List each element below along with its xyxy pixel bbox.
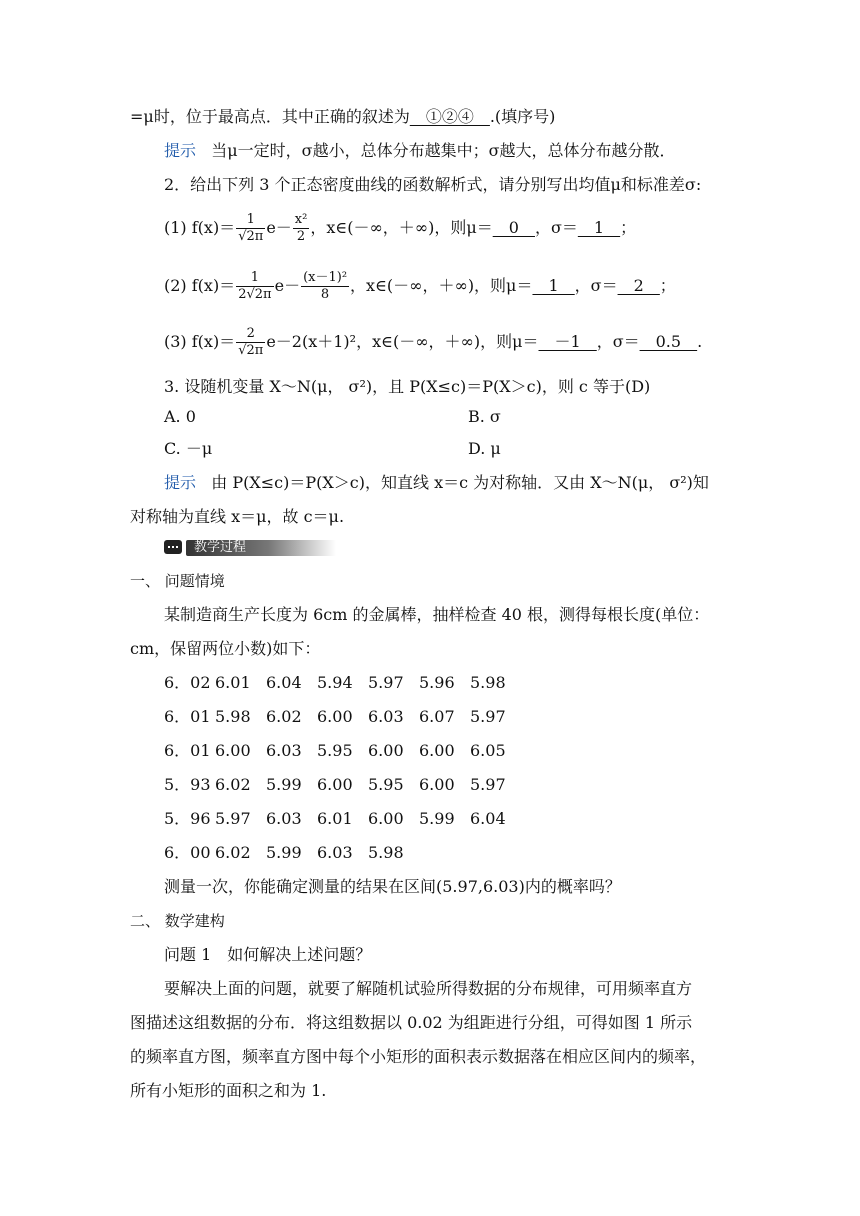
table-cell: 6.04 — [266, 673, 302, 692]
text: ； — [620, 218, 637, 237]
table-cell: 5.97 — [470, 707, 506, 726]
table-cell: 6.00 — [317, 707, 353, 726]
fraction — [301, 270, 349, 303]
table-cell: 6.03 — [317, 843, 353, 862]
section-heading-1: 一、 问题情境 — [130, 572, 225, 590]
text: ； — [659, 276, 676, 295]
text: e－2(x＋1)² — [266, 332, 357, 351]
fraction — [236, 212, 265, 245]
text: (3) f(x)＝ — [164, 332, 236, 351]
table-row — [164, 706, 521, 728]
numerator: 2 — [236, 326, 265, 343]
table-cell: 5．93 — [164, 775, 211, 794]
table-cell: 5.95 — [368, 775, 404, 794]
table-cell: 6．00 — [164, 843, 211, 862]
text: = — [130, 107, 144, 126]
text: ，σ＝ — [596, 332, 640, 351]
table-cell: 5.97 — [368, 673, 404, 692]
table-row — [164, 740, 521, 762]
hint-text: 当μ一定时，σ越小，总体分布越集中；σ越大，总体分布越分散． — [211, 141, 676, 160]
text: e－ — [266, 218, 292, 237]
formula-2 — [164, 270, 676, 303]
paragraph-2-line: 要解决上面的问题，就要了解随机试验所得数据的分布规律，可用频率直方 — [164, 979, 693, 998]
table-cell: 6.00 — [368, 741, 404, 760]
table-cell: 5.99 — [266, 843, 302, 862]
section-heading-2: 二、 数学建构 — [130, 912, 225, 930]
table-cell: 6.03 — [266, 809, 302, 828]
answer-blank: __1__ — [577, 218, 621, 237]
table-cell: 6.02 — [215, 843, 251, 862]
hint-text: 由 P(X≤c)＝P(X＞c)，知直线 x＝c 为对称轴．又由 X～N(μ， σ²)知 — [211, 473, 709, 492]
denominator: 2 — [296, 229, 306, 244]
hint-3-continued: 对称轴为直线 x＝μ，故 c＝μ. — [130, 507, 345, 526]
fraction — [236, 326, 265, 359]
table-cell: 6.03 — [266, 741, 302, 760]
banner-label: 教学过程 — [194, 540, 247, 555]
table-cell: 6.00 — [419, 741, 455, 760]
table-cell: 5.98 — [368, 843, 404, 862]
fraction — [236, 270, 273, 303]
hint-1 — [164, 140, 676, 162]
text: 时，位于最高点．其中正确的叙述为 — [153, 107, 410, 126]
question-3: 3. 设随机变量 X～N(μ， σ²)，且 P(X≤c)＝P(X＞c)，则 c 等于(D) — [164, 377, 651, 396]
text: ，x∈(－∞，＋∞)，则μ＝ — [350, 276, 533, 295]
answer-blank: __①②④__ — [409, 107, 490, 126]
text: (2) f(x)＝ — [164, 276, 236, 295]
table-cell: 6.04 — [470, 809, 506, 828]
table-cell: 6.02 — [266, 707, 302, 726]
answer-blank: __1__ — [532, 276, 575, 295]
option-c: C. －μ — [164, 439, 213, 458]
numerator: (x－1)² — [303, 270, 348, 285]
table-cell: 5．96 — [164, 809, 211, 828]
table-cell: 6.00 — [215, 741, 251, 760]
denominator: 8 — [320, 287, 330, 302]
table-cell: 6.05 — [470, 741, 506, 760]
radicand: 2π — [246, 229, 264, 244]
table-cell: 5.97 — [470, 775, 506, 794]
table-row — [164, 672, 521, 694]
coefficient: 2 — [238, 287, 247, 302]
formula-1 — [164, 212, 636, 245]
numerator: 1 — [236, 212, 265, 229]
paragraph-2-line: 的频率直方图，频率直方图中每个小矩形的面积表示数据落在相应区间内的频率， — [130, 1047, 707, 1066]
hint-label: 提示 — [164, 141, 197, 160]
denominator: 2√2π — [238, 287, 272, 302]
table-row — [164, 774, 521, 796]
text: .(填序号) — [489, 107, 556, 126]
option-a: A. 0 — [164, 407, 196, 426]
text: . — [697, 332, 703, 351]
text: ，x∈(－∞，＋∞)，则μ＝ — [356, 332, 539, 351]
question-line: 测量一次，你能确定测量的结果在区间(5.97,6.03)内的概率吗？ — [164, 877, 621, 896]
table-cell: 6.02 — [215, 775, 251, 794]
text: (1) f(x)＝ — [164, 218, 236, 237]
table-cell: 5.99 — [419, 809, 455, 828]
statement-line — [130, 106, 555, 128]
table-cell: 6．01 — [164, 707, 211, 726]
answer-blank: __2__ — [617, 276, 660, 295]
denominator: √2π — [238, 229, 264, 244]
answer-blank: __0.5__ — [639, 332, 698, 351]
text: ，σ＝ — [574, 276, 618, 295]
denominator: √2π — [238, 343, 264, 358]
paragraph-2-line: 所有小矩形的面积之和为 1. — [130, 1081, 327, 1100]
table-row — [164, 842, 419, 864]
radicand: 2π — [254, 287, 272, 302]
table-cell: 5.96 — [419, 673, 455, 692]
paragraph-2-line: 图描述这组数据的分布．将这组数据以 0.02 为组距进行分组，可得如图 1 所示 — [130, 1013, 693, 1032]
problem-1: 问题 1 如何解决上述问题？ — [164, 945, 372, 964]
table-cell: 6.07 — [419, 707, 455, 726]
table-cell: 5.94 — [317, 673, 353, 692]
table-cell: 6.01 — [215, 673, 251, 692]
table-cell: 5.97 — [215, 809, 251, 828]
radicand: 2π — [246, 343, 264, 358]
table-cell: 5.95 — [317, 741, 353, 760]
table-cell: 6．01 — [164, 741, 211, 760]
table-cell: 6.01 — [317, 809, 353, 828]
fraction — [293, 212, 310, 245]
formula-3 — [164, 326, 702, 359]
option-b: B. σ — [468, 407, 501, 426]
answer-blank: __－1__ — [538, 332, 597, 351]
chat-bubble-icon — [164, 540, 182, 554]
text: e－ — [274, 276, 301, 295]
numerator: x² — [294, 212, 308, 227]
numerator: 1 — [236, 270, 273, 287]
text: ，x∈(－∞，＋∞)，则μ＝ — [310, 218, 493, 237]
table-cell: 6.00 — [317, 775, 353, 794]
text: μ — [143, 107, 154, 126]
table-cell: 6．02 — [164, 673, 211, 692]
table-cell: 6.03 — [368, 707, 404, 726]
paragraph-1a: 某制造商生产长度为 6cm 的金属棒，抽样检查 40 根，测得每根长度(单位： — [164, 605, 710, 624]
option-d: D. μ — [468, 439, 501, 458]
table-cell: 6.00 — [419, 775, 455, 794]
paragraph-1b: cm，保留两位小数)如下： — [130, 639, 321, 658]
table-cell: 6.00 — [368, 809, 404, 828]
text: ，σ＝ — [534, 218, 578, 237]
table-cell: 5.98 — [215, 707, 251, 726]
table-cell: 5.99 — [266, 775, 302, 794]
section-banner — [164, 538, 324, 558]
question-2: 2．给出下列 3 个正态密度曲线的函数解析式，请分别写出均值μ和标准差σ: — [164, 175, 702, 194]
hint-3 — [164, 472, 709, 494]
table-cell: 5.98 — [470, 673, 506, 692]
answer-blank: __0__ — [492, 218, 535, 237]
hint-label: 提示 — [164, 473, 197, 492]
table-row — [164, 808, 521, 830]
